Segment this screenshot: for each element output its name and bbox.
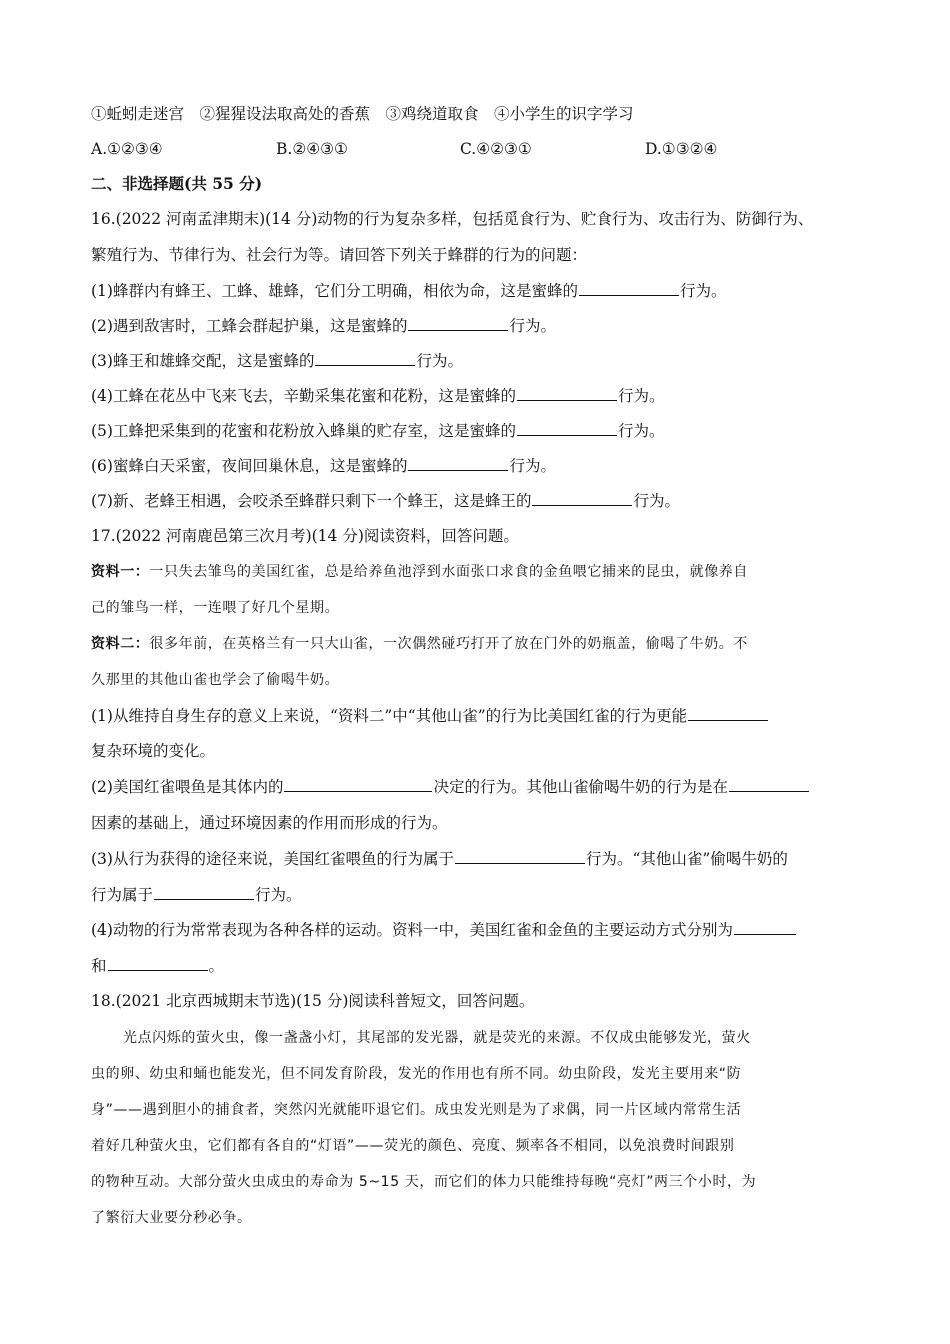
q17-part2-text: (2)美国红雀喂鱼是其体内的 bbox=[91, 778, 284, 796]
answer-blank[interactable] bbox=[108, 955, 208, 971]
q16-part5 bbox=[91, 420, 847, 441]
answer-blank[interactable] bbox=[729, 776, 809, 792]
material1-label: 资料一： bbox=[91, 564, 150, 580]
q18-paragraph-line6: 了繁衍大业要分秒必争。 bbox=[91, 1210, 252, 1226]
q18-paragraph-line3: 身”——遇到胆小的捕食者，突然闪光就能吓退它们。成虫发光则是为了求偶，同一片区域内常常生活 bbox=[91, 1102, 742, 1118]
q17-material2-line1 bbox=[91, 634, 847, 654]
material2-text: 很多年前，在英格兰有一只大山雀，一次偶然碰巧打开了放在门外的奶瓶盖，偷喝了牛奶。不 bbox=[149, 636, 749, 652]
q17-part2-mid: 决定的行为。其他山雀偷喝牛奶的行为是在 bbox=[433, 778, 728, 796]
q16-part6-text: (6)蜜蜂白天采蜜，夜间回巢休息，这是蜜蜂的 bbox=[91, 457, 408, 475]
q16-part7-text: (7)新、老蜂王相遇，会咬杀至蜂群只剩下一个蜂王，这是蜂王的 bbox=[91, 492, 532, 510]
q17-stem: 17.(2022 河南鹿邑第三次月考)(14 分)阅读资料，回答问题。 bbox=[91, 527, 519, 545]
answer-blank[interactable] bbox=[734, 919, 796, 935]
answer-blank[interactable] bbox=[284, 776, 432, 792]
q16-part2 bbox=[91, 315, 847, 336]
q15-option-d: D.①③②④ bbox=[645, 140, 718, 158]
q17-part3-suffix: 行为。 bbox=[255, 886, 302, 904]
q16-part7 bbox=[91, 490, 847, 511]
q18-stem: 18.(2021 北京西城期末节选)(15 分)阅读科普短文，回答问题。 bbox=[91, 992, 535, 1010]
q16-part3-suffix: 行为。 bbox=[416, 352, 463, 370]
q17-part4-line2 bbox=[91, 955, 847, 976]
q15-option-b: B.②④③① bbox=[276, 140, 348, 158]
q17-part3-line2 bbox=[91, 884, 847, 905]
q17-part3-cont: 行为属于 bbox=[91, 886, 154, 904]
answer-blank[interactable] bbox=[517, 385, 617, 401]
q16-part5-text: (5)工蜂把采集到的花蜜和花粉放入蜂巢的贮存室，这是蜜蜂的 bbox=[91, 422, 516, 440]
q16-part3-text: (3)蜂王和雄蜂交配，这是蜜蜂的 bbox=[91, 352, 315, 370]
q17-material2-line2: 久那里的其他山雀也学会了偷喝牛奶。 bbox=[91, 672, 340, 688]
q17-part2-line2: 因素的基础上，通过环境因素的作用而形成的行为。 bbox=[91, 814, 448, 832]
q16-stem-line1: 16.(2022 河南孟津期末)(14 分)动物的行为复杂多样，包括觅食行为、贮食行为、攻击行为、防御行为、 bbox=[91, 210, 814, 228]
answer-blank[interactable] bbox=[408, 455, 508, 471]
q17-material1-line1 bbox=[91, 562, 847, 582]
q17-part4-line1 bbox=[91, 919, 847, 940]
q16-part4-text: (4)工蜂在花丛中飞来飞去，辛勤采集花蜜和花粉，这是蜜蜂的 bbox=[91, 387, 516, 405]
q15-option-a: A.①②③④ bbox=[91, 140, 163, 158]
section-title: 二、非选择题(共 55 分) bbox=[91, 174, 263, 193]
answer-blank[interactable] bbox=[455, 848, 585, 864]
q16-part1-suffix: 行为。 bbox=[679, 282, 727, 300]
q16-part1-text: (1)蜂群内有蜂王、工蜂、雄蜂，它们分工明确，相依为命，这是蜜蜂的 bbox=[91, 282, 578, 300]
q17-part3-line1 bbox=[91, 848, 847, 869]
q16-part2-text: (2)遇到敌害时，工蜂会群起护巢，这是蜜蜂的 bbox=[91, 317, 408, 335]
q17-part1-line1 bbox=[91, 705, 847, 726]
answer-blank[interactable] bbox=[517, 420, 617, 436]
q16-part4-suffix: 行为。 bbox=[617, 387, 665, 405]
q18-paragraph-line1: 光点闪烁的萤火虫，像一盏盏小灯，其尾部的发光器，就是荧光的来源。不仅成虫能够发光，萤火 bbox=[123, 1030, 751, 1046]
q17-part3-text: (3)从行为获得的途径来说，美国红雀喂鱼的行为属于 bbox=[91, 850, 454, 868]
q17-part2-line1 bbox=[91, 776, 847, 797]
q16-part7-suffix: 行为。 bbox=[633, 492, 680, 510]
answer-blank[interactable] bbox=[154, 884, 254, 900]
q16-stem-line2: 繁殖行为、节律行为、社会行为等。请回答下列关于蜂群的行为的问题： bbox=[91, 246, 588, 264]
q17-part4-text: (4)动物的行为常常表现为各种各样的运动。资料一中，美国红雀和金鱼的主要运动方式分别为 bbox=[91, 921, 733, 939]
material1-text: 一只失去雏鸟的美国红雀，总是给养鱼池浮到水面张口求食的金鱼喂它捕来的昆虫，就像养自 bbox=[149, 564, 749, 580]
answer-blank[interactable] bbox=[532, 490, 632, 506]
q16-part6 bbox=[91, 455, 847, 476]
q16-part6-suffix: 行为。 bbox=[509, 457, 556, 475]
q16-part2-suffix: 行为。 bbox=[509, 317, 556, 335]
q17-part3-mid: 行为。“其他山雀”偷喝牛奶的 bbox=[585, 850, 788, 868]
q17-material1-line2: 己的雏鸟一样，一连喂了好几个星期。 bbox=[91, 600, 340, 616]
q17-part4-cont: 和 bbox=[91, 957, 107, 975]
q16-part4 bbox=[91, 385, 847, 406]
q15-items: ①蚯蚓走迷宫 ②猩猩设法取高处的香蕉 ③鸡绕道取食 ④小学生的识字学习 bbox=[91, 105, 634, 123]
q17-part1-text: (1)从维持自身生存的意义上来说，“资料二”中“其他山雀”的行为比美国红雀的行为更能 bbox=[91, 707, 688, 725]
answer-blank[interactable] bbox=[408, 315, 508, 331]
q16-part3 bbox=[91, 350, 847, 371]
q18-paragraph-line4: 着好几种萤火虫，它们都有各自的“灯语”——荧光的颜色、亮度、频率各不相同，以免浪费时间跟别 bbox=[91, 1138, 735, 1154]
q18-paragraph-line2: 虫的卵、幼虫和蛹也能发光，但不同发育阶段，发光的作用也有所不同。幼虫阶段，发光主要用来“防 bbox=[91, 1066, 742, 1082]
answer-blank[interactable] bbox=[315, 350, 415, 366]
q16-part5-suffix: 行为。 bbox=[617, 422, 665, 440]
q17-part4-suffix: 。 bbox=[208, 957, 225, 975]
q15-option-c: C.④②③① bbox=[460, 140, 532, 158]
answer-blank[interactable] bbox=[688, 705, 768, 721]
material2-label: 资料二： bbox=[91, 636, 150, 652]
q17-part1-line2: 复杂环境的变化。 bbox=[91, 742, 216, 760]
q16-part1 bbox=[91, 280, 847, 301]
answer-blank[interactable] bbox=[579, 280, 679, 296]
q18-paragraph-line5: 的物种互动。大部分萤火虫成虫的寿命为 5~15 天，而它们的体力只能维持每晚“亮灯”两三个小时，为 bbox=[91, 1174, 757, 1190]
